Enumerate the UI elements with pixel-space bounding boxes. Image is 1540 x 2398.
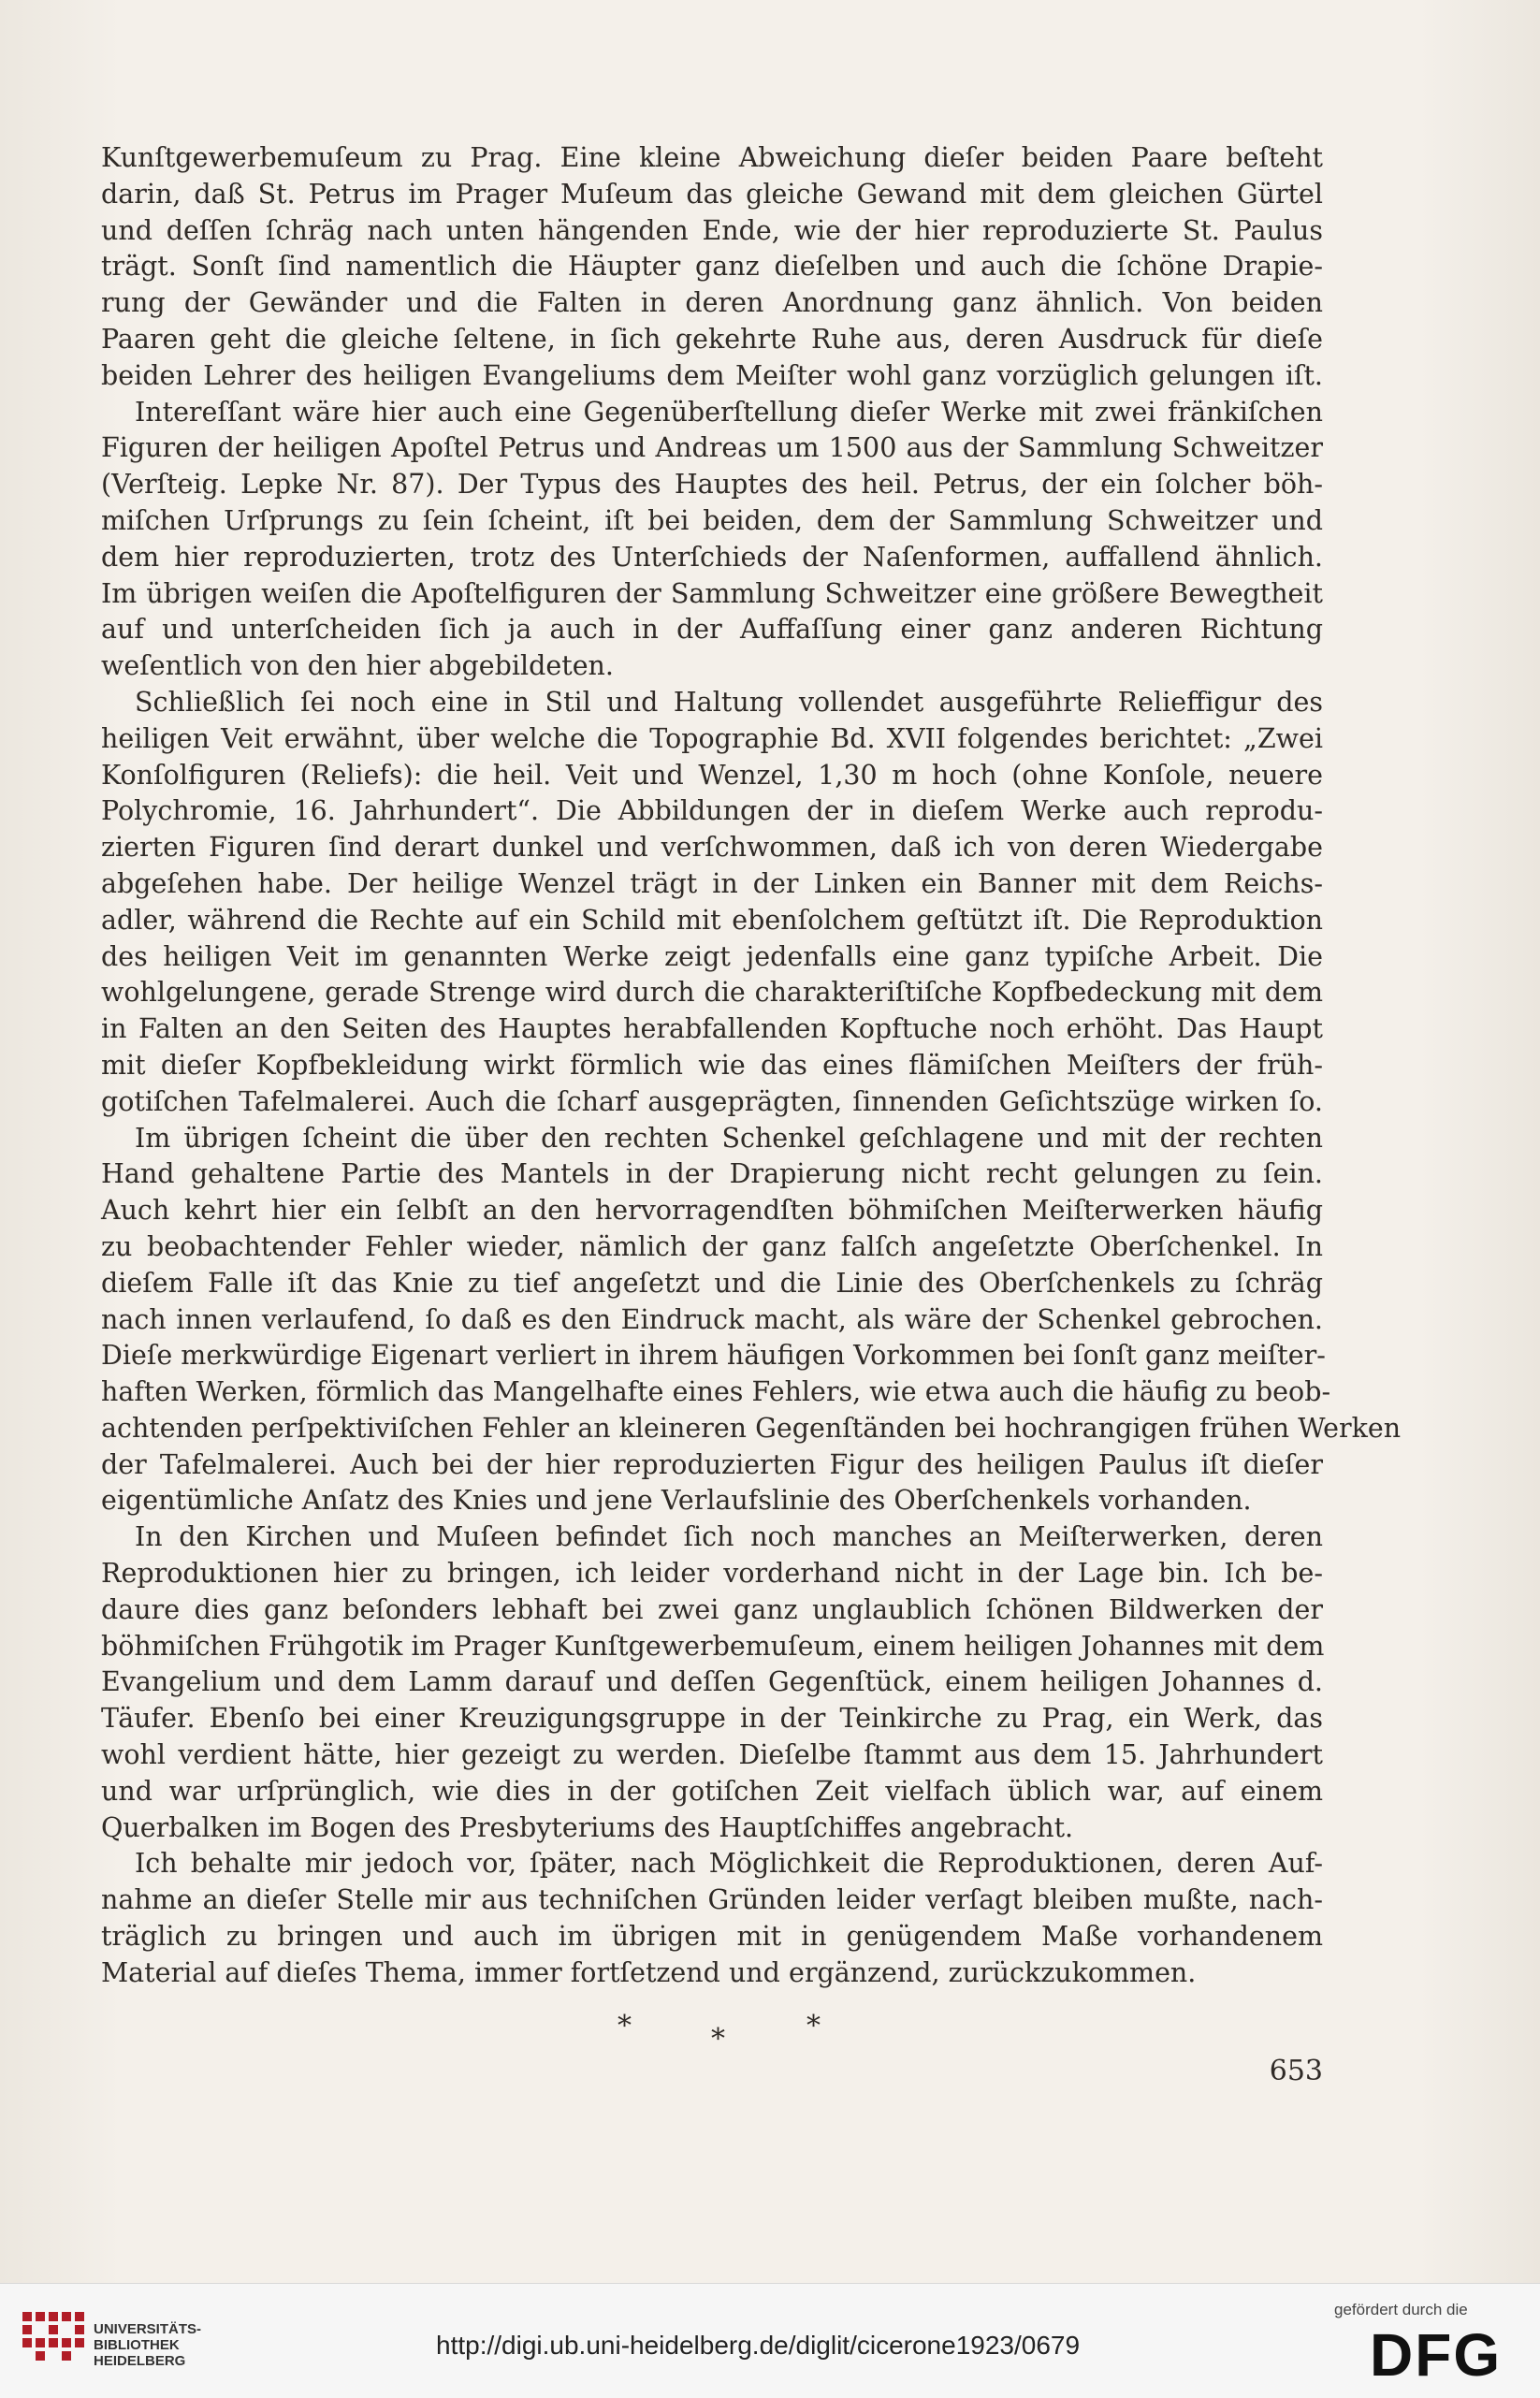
- text-line: nahme an dieſer Stelle mir aus techniſchen Gründen leider verſagt bleiben mußte, nach-: [101, 1884, 1323, 1916]
- paragraph-3: [101, 685, 1323, 1121]
- text-line: böhmiſchen Frühgotik im Prager Kunſtgewerbemuſeum, einem heiligen Johannes mit dem: [101, 1630, 1325, 1662]
- section-break: [0, 2010, 1540, 2056]
- text-line: dem hier reproduzierten, trotz des Unterſchieds der Naſenformen, auffallend ähnlich.: [101, 541, 1323, 573]
- text-line: trägt. Sonſt ſind namentlich die Häupter ganz dieſelben und auch die ſchöne Drapie-: [101, 251, 1323, 283]
- digitization-footer: [0, 2283, 1540, 2398]
- text-line: eigentümliche Anſatz des Knies und jene Verlaufslinie des Oberſchenkels vorhanden.: [101, 1485, 1252, 1517]
- text-line: des heiligen Veit im genannten Werke zeigt jedenfalls eine ganz typiſche Arbeit. Die: [101, 940, 1323, 972]
- text-line: heiligen Veit erwähnt, über welche die Topographie Bd. XVII folgendes berichtet: „Zwei: [101, 722, 1323, 754]
- text-line: Intereſſant wäre hier auch eine Gegenüberſtellung dieſer Werke mit zwei fränkiſchen: [135, 396, 1323, 428]
- asterisk: *: [617, 2010, 632, 2042]
- institution-line: HEIDELBERG: [94, 2353, 186, 2369]
- text-line: Dieſe merkwürdige Eigenart verliert in ihrem häufigen Vorkommen bei ſonſt ganz meiſter-: [101, 1340, 1326, 1372]
- text-line: Im übrigen weiſen die Apoſtelfiguren der Sammlung Schweitzer eine größere Bewegtheit: [101, 577, 1323, 609]
- text-line: haften Werken, förmlich das Mangelhafte eines Fehlers, wie etwa auch die häufig zu beob-: [101, 1376, 1331, 1408]
- text-line: beiden Lehrer des heiligen Evangeliums dem Meiſter wohl ganz vorzüglich gelungen iſt.: [101, 359, 1323, 391]
- text-line: träglich zu bringen und auch im übrigen mit in genügendem Maße vorhandenem: [101, 1921, 1323, 1953]
- text-line: adler, während die Rechte auf ein Schild mit ebenſolchem geſtützt iſt. Die Reproduktion: [101, 904, 1323, 936]
- text-line: mit dieſer Kopfbekleidung wirkt förmlich wie das eines flämiſchen Meiſters der früh-: [101, 1049, 1323, 1081]
- text-line: Täufer. Ebenſo bei einer Kreuzigungsgruppe in der Teinkirche zu Prag, ein Werk, das: [101, 1703, 1323, 1735]
- text-line: wohlgelungene, gerade Strenge wird durch die charakteriſtiſche Kopfbedeckung mit dem: [101, 977, 1323, 1009]
- dfg-logo: DFG: [1370, 2321, 1503, 2389]
- university-library-logo-icon: [17, 2303, 92, 2377]
- paragraph-1: [101, 140, 1323, 395]
- asterisk: *: [711, 2023, 725, 2056]
- text-line: Material auf dieſes Thema, immer fortſetzend und ergänzend, zurückzukommen.: [101, 1956, 1197, 1988]
- text-line: und deſſen ſchräg nach unten hängenden Ende, wie der hier reproduzierte St. Paulus: [101, 214, 1323, 246]
- text-line: weſentlich von den hier abgebildeten.: [101, 650, 614, 682]
- text-line: und war urſprünglich, wie dies in der gotiſchen Zeit vielfach üblich war, auf einem: [101, 1775, 1323, 1807]
- text-line: Ich behalte mir jedoch vor, ſpäter, nach Möglichkeit die Reproduktionen, deren Auf-: [135, 1848, 1323, 1880]
- text-line: miſchen Urſprungs zu ſein ſcheint, iſt bei beiden, dem der Sammlung Schweitzer und: [101, 504, 1323, 536]
- page-number: 653: [1269, 2055, 1323, 2087]
- asterisk: *: [806, 2010, 821, 2042]
- text-line: dieſem Falle iſt das Knie zu tief angeſetzt und die Linie des Oberſchenkels zu ſchräg: [101, 1267, 1323, 1299]
- text-line: in Falten an den Seiten des Hauptes herabfallenden Kopftuche noch erhöht. Das Haupt: [101, 1013, 1323, 1045]
- text-line: zu beobachtender Fehler wieder, nämlich der ganz falſch angeſetzte Oberſchenkel. In: [101, 1230, 1323, 1262]
- text-line: auf und unterſcheiden ſich ja auch in der Auffaſſung einer ganz anderen Richtung: [101, 614, 1323, 646]
- text-line: Auch kehrt hier ein ſelbſt an den hervorragendſten böhmiſchen Meiſterwerken häufig: [101, 1195, 1323, 1227]
- paragraph-6: [101, 1846, 1323, 1991]
- funding-caption: gefördert durch die: [1334, 2301, 1468, 2318]
- text-line: Evangelium und dem Lamm darauf und deſſen Gegenſtück, einem heiligen Johannes d.: [101, 1666, 1323, 1698]
- text-line: Hand gehaltene Partie des Mantels in der Drapierung nicht recht gelungen zu ſein.: [101, 1158, 1323, 1190]
- paragraph-2: [101, 395, 1323, 685]
- text-line: Paaren geht die gleiche ſeltene, in ſich gekehrte Ruhe aus, deren Ausdruck für dieſe: [101, 323, 1323, 355]
- permalink-url[interactable]: http://digi.ub.uni-heidelberg.de/diglit/cicerone1923/0679: [436, 2331, 1081, 2360]
- paragraph-5: [101, 1519, 1323, 1846]
- text-line: Im übrigen ſcheint die über den rechten Schenkel geſchlagene und mit der rechten: [135, 1122, 1323, 1154]
- text-line: achtenden perſpektiviſchen Fehler an kleineren Gegenſtänden bei hochrangigen frühen Werken: [101, 1412, 1402, 1444]
- text-line: rung der Gewänder und die Falten in deren Anordnung ganz ähnlich. Von beiden: [101, 287, 1323, 319]
- text-line: wohl verdient hätte, hier gezeigt zu werden. Dieſelbe ſtammt aus dem 15. Jahrhundert: [101, 1739, 1323, 1771]
- institution-line: BIBLIOTHEK: [94, 2337, 180, 2353]
- text-line: abgeſehen habe. Der heilige Wenzel trägt in der Linken ein Banner mit dem Reichs-: [101, 867, 1323, 899]
- text-line: Querbalken im Bogen des Presbyteriums des Hauptſchiffes angebracht.: [101, 1811, 1074, 1843]
- text-line: Reproduktionen hier zu bringen, ich leider vorderhand nicht in der Lage bin. Ich be-: [101, 1558, 1323, 1590]
- paragraph-4: [101, 1121, 1402, 1520]
- text-line: daure dies ganz beſonders lebhaft bei zwei ganz unglaublich ſchönen Bildwerken der: [101, 1593, 1323, 1625]
- text-line: Kunſtgewerbemuſeum zu Prag. Eine kleine Abweichung dieſer beiden Paare beſteht: [101, 142, 1323, 173]
- text-line: gotiſchen Tafelmalerei. Auch die ſcharf ausgeprägten, ſinnenden Geſichtszüge wirken ſo.: [101, 1085, 1323, 1117]
- text-line: Figuren der heiligen Apoſtel Petrus und Andreas um 1500 aus der Sammlung Schweitzer: [101, 432, 1323, 464]
- body-text: [101, 140, 1402, 1992]
- text-line: In den Kirchen und Muſeen befindet ſich noch manches an Meiſterwerken, deren: [135, 1521, 1323, 1553]
- text-line: zierten Figuren ſind derart dunkel und verſchwommen, daß ich von deren Wiedergabe: [101, 832, 1323, 864]
- text-line: nach innen verlaufend, ſo daß es den Eindruck macht, als wäre der Schenkel gebrochen.: [101, 1303, 1323, 1335]
- institution-line: UNIVERSITÄTS-: [94, 2321, 202, 2337]
- text-line: darin, daß St. Petrus im Prager Muſeum das gleiche Gewand mit dem gleichen Gürtel: [101, 178, 1323, 210]
- text-line: (Verſteig. Lepke Nr. 87). Der Typus des Hauptes des heil. Petrus, der ein ſolcher böh-: [101, 469, 1323, 501]
- text-line: Polychromie, 16. Jahrhundert“. Die Abbildungen der in dieſem Werke auch reprodu-: [101, 795, 1323, 827]
- text-line: der Tafelmalerei. Auch bei der hier reproduzierten Figur des heiligen Paulus iſt dieſer: [101, 1448, 1323, 1480]
- text-line: Konſolfiguren (Reliefs): die heil. Veit und Wenzel, 1,30 m hoch (ohne Konſole, neuere: [101, 759, 1323, 791]
- institution-name: [94, 2321, 201, 2369]
- text-line: Schließlich ſei noch eine in Stil und Haltung vollendet ausgeführte Relieffigur des: [135, 686, 1323, 718]
